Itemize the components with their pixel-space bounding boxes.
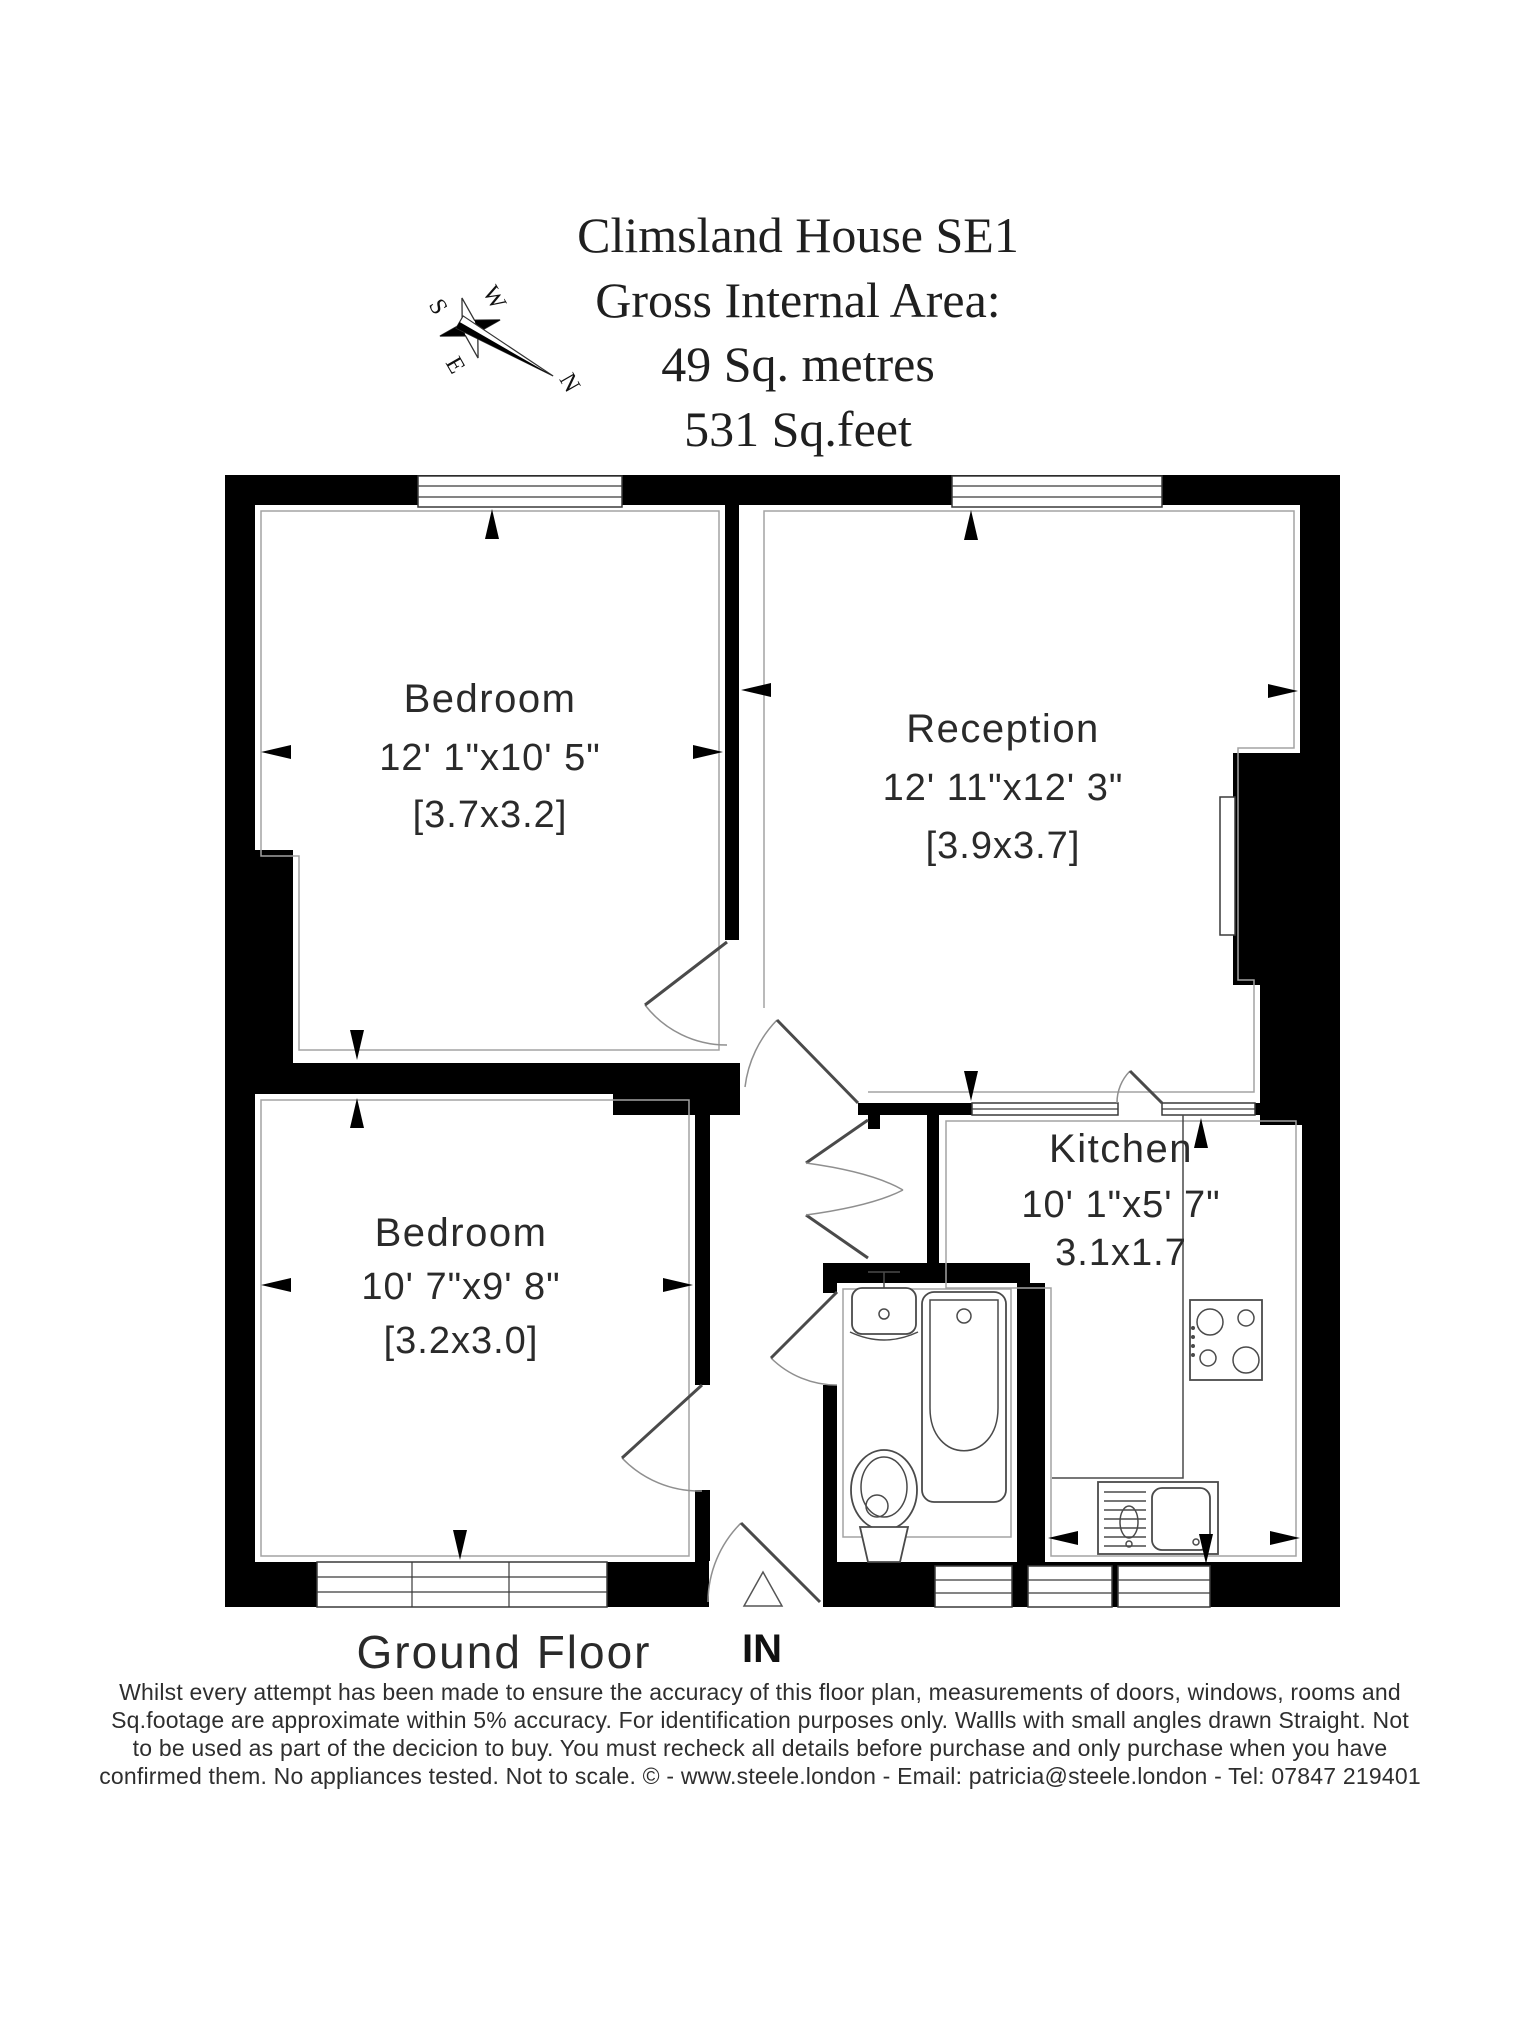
measurement-arrows <box>261 509 1300 1564</box>
bedroom-2-name: Bedroom <box>374 1211 548 1255</box>
arrow-up-bedroom1 <box>485 509 499 539</box>
kitchen-metric: 3.1x1.7 <box>1055 1232 1187 1274</box>
reception-door <box>745 1020 858 1103</box>
reception-imperial: 12' 11"x12' 3" <box>882 767 1124 809</box>
title-line-3: 49 Sq. metres <box>661 336 935 392</box>
arrow-up-reception <box>964 510 978 540</box>
arrow-left-bedroom1 <box>261 745 291 759</box>
disclaimer-line-2: Sq.footage are approximate within 5% accuracy. For identification purposes only. Wallls with small angles drawn Straight. Not <box>111 1707 1409 1733</box>
kitchen-glazed-panel-right <box>1162 1103 1255 1115</box>
bathtub <box>922 1292 1006 1502</box>
bedroom-2-door <box>622 1385 702 1491</box>
disclaimer-line-3: to be used as part of the decicion to buy. You must recheck all details before purchase and only purchase when you have <box>132 1735 1388 1761</box>
hall-cupboard-doors <box>806 1120 903 1258</box>
toilet <box>851 1450 917 1562</box>
disclaimer <box>99 1679 1421 1789</box>
title-block <box>577 207 1019 457</box>
arrow-left-reception <box>741 683 771 697</box>
compass-west-label: W <box>476 281 511 315</box>
kitchen-door <box>1117 1071 1162 1103</box>
bedroom-2-window <box>317 1562 607 1607</box>
walls <box>225 475 1340 1607</box>
floor-label: Ground Floor <box>356 1626 652 1678</box>
bedroom-1-outline <box>261 511 719 1050</box>
hob <box>1190 1300 1262 1380</box>
room-labels <box>361 677 1220 1362</box>
kitchen-sink <box>1098 1482 1218 1554</box>
disclaimer-line-4: confirmed them. No appliances tested. Not to scale. © - www.steele.london - Email: patricia@steele.london - Tel: 07847 219401 <box>99 1763 1421 1789</box>
compass-east-label: E <box>439 352 470 379</box>
compass-icon <box>399 255 608 439</box>
title-line-1: Climsland House SE1 <box>577 207 1019 263</box>
reception-name: Reception <box>906 707 1100 751</box>
room-outlines <box>261 511 1296 1556</box>
entrance-label: IN <box>742 1627 782 1671</box>
disclaimer-line-1: Whilst every attempt has been made to ensure the accuracy of this floor plan, measurements of doors, windows, rooms and <box>119 1679 1401 1705</box>
kitchen-name: Kitchen <box>1049 1127 1193 1171</box>
title-line-4: 531 Sq.feet <box>684 401 912 457</box>
bathroom-door <box>771 1292 837 1385</box>
kitchen-glazed-panel-left <box>972 1103 1118 1115</box>
arrow-left-bedroom2 <box>261 1278 291 1292</box>
arrow-up-bedroom2 <box>350 1098 364 1128</box>
reception-window <box>952 476 1162 507</box>
reception-metric: [3.9x3.7] <box>925 825 1081 867</box>
title-line-2: Gross Internal Area: <box>595 272 1001 328</box>
bedroom-1-name: Bedroom <box>403 677 577 721</box>
bedroom-2-metric: [3.2x3.0] <box>383 1320 539 1362</box>
kitchen-imperial: 10' 1"x5' 7" <box>1021 1184 1221 1226</box>
arrow-down-reception <box>964 1071 978 1101</box>
bathroom-window <box>935 1566 1012 1607</box>
arrow-down-bedroom1 <box>350 1030 364 1060</box>
bedroom-1-metric: [3.7x3.2] <box>412 794 568 836</box>
kitchen-window-right <box>1118 1566 1210 1607</box>
bedroom-1-window <box>418 476 622 507</box>
reception-wall-recess <box>1220 797 1235 935</box>
bedroom-1-door <box>645 942 727 1045</box>
compass-south-label: S <box>423 294 453 320</box>
arrow-left-kitchen <box>1048 1531 1078 1545</box>
arrow-up-kitchen <box>1194 1118 1208 1148</box>
compass-needle-fill <box>456 322 553 382</box>
bedroom-1-imperial: 12' 1"x10' 5" <box>379 737 601 779</box>
fixtures <box>850 1115 1262 1562</box>
bedroom-2-imperial: 10' 7"x9' 8" <box>361 1266 561 1308</box>
compass-north-label: N <box>553 368 585 397</box>
windows <box>317 476 1255 1607</box>
kitchen-window-left <box>1028 1566 1112 1607</box>
